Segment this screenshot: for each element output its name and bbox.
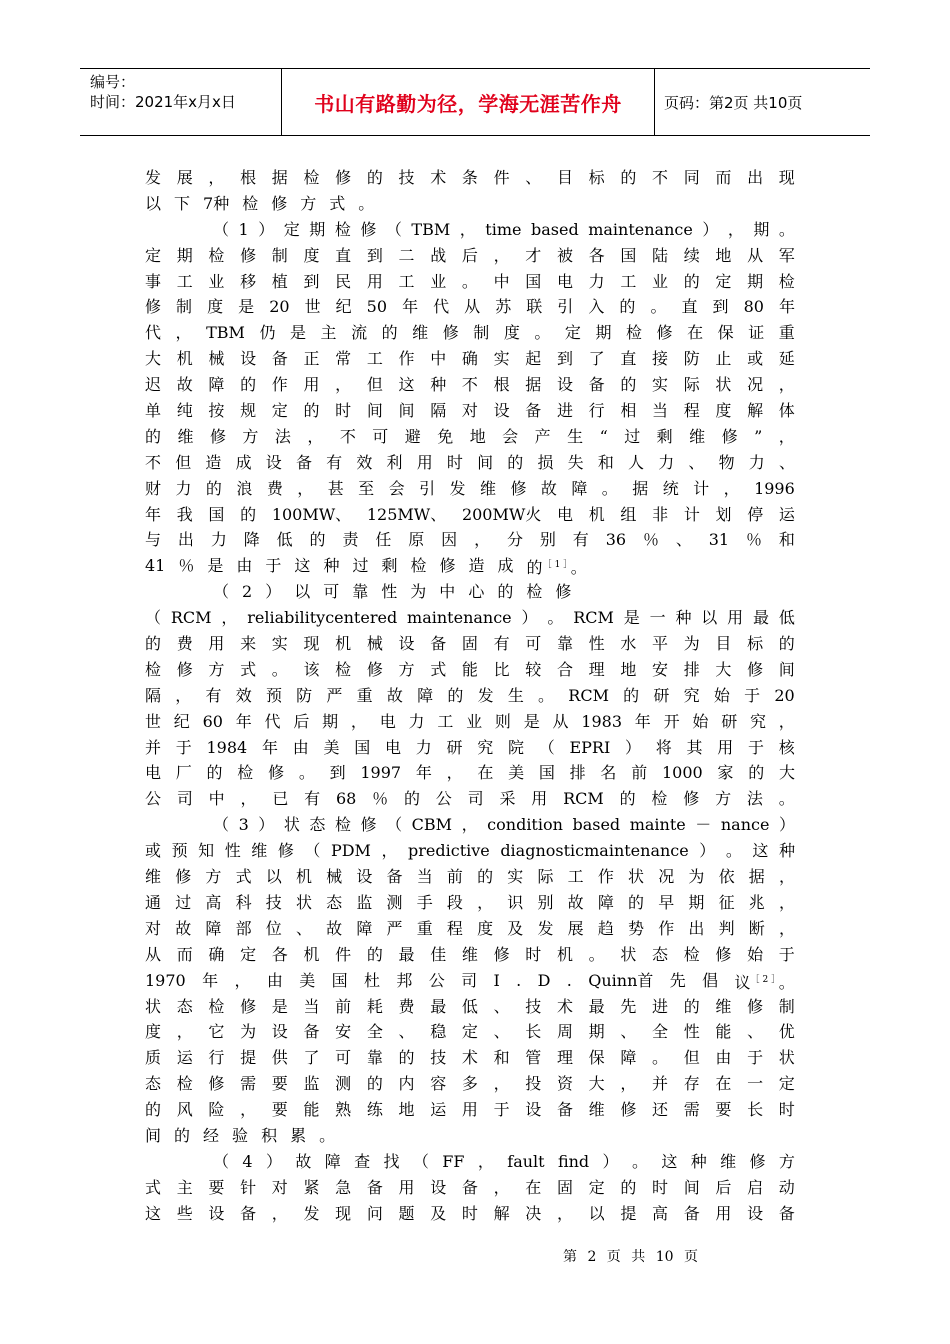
- body-text-line: （ 2 ） 以 可 靠 性 为 中 心 的 检 修: [213, 582, 572, 602]
- header-meta: [80, 69, 282, 135]
- body-text-line: 以 下 7种 检 修 方 式 。: [145, 193, 375, 213]
- body-text-line: 维 修 方 式 以 机 械 设 备 当 前 的 实 际 工 作 状 况 为 依 据 ，: [145, 867, 795, 887]
- body-text-line: 迟 故 障 的 作 用 ， 但 这 种 不 根 据 设 备 的 实 际 状 况 ，: [145, 375, 795, 395]
- body-text-line: 的 费 用 来 实 现 机 械 设 备 固 有 可 靠 性 水 平 为 目 标 的: [145, 634, 795, 654]
- body-text-line: 度 ， 它 为 设 备 安 全 、 稳 定 、 长 周 期 、 全 性 能 、 优: [145, 1022, 795, 1042]
- document-time-label: 时间：2021年x月x日: [90, 93, 236, 111]
- body-text-line: 对 故 障 部 位 、 故 障 严 重 程 度 及 发 展 趋 势 作 出 判 断 ，: [145, 918, 795, 938]
- body-text-line: 修 制 度 是 20 世 纪 50 年 代 从 苏 联 引 入 的 。 直 到 80 年: [145, 297, 795, 317]
- body-text-line: 隔 ， 有 效 预 防 严 重 故 障 的 发 生 。 RCM 的 研 究 始 于 20: [145, 685, 795, 705]
- body-text-line: 电 厂 的 检 修 。 到 1997 年 ， 在 美 国 排 名 前 1000 家 的 大: [145, 763, 795, 783]
- body-text-line: 公 司 中 ， 已 有 68 ％ 的 公 司 采 用 RCM 的 检 修 方 法 。: [145, 789, 795, 809]
- citation-marker: ［1］: [542, 560, 571, 571]
- body-text-line: 与 出 力 降 低 的 责 任 原 因 ， 分 别 有 36 ％ 、 31 ％ 和: [145, 530, 795, 550]
- body-text-line: 的 风 险 ， 要 能 熟 练 地 运 用 于 设 备 维 修 还 需 要 长 时: [145, 1100, 795, 1120]
- body-text-line: 年 我 国 的 100MW、 125MW、 200MW火 电 机 组 非 计 划 停 运: [145, 504, 795, 524]
- body-text-line: 发 展 ， 根 据 检 修 的 技 术 条 件 、 目 标 的 不 同 而 出 现: [145, 168, 795, 187]
- body-text-line: 或 预 知 性 维 修 （ PDM ， predictive diagnosticmaintenance ） 。 这 种: [145, 841, 795, 861]
- body-text-line: 1970 年 ， 由 美 国 杜 邦 公 司 I . D . Quinn首 先 倡 议$^{[2]}$。: [145, 970, 795, 992]
- body-text-line: 通 过 高 科 技 状 态 监 测 手 段 ， 识 别 故 障 的 早 期 征 兆 ，: [145, 892, 795, 912]
- body-text-line: 态 检 修 需 要 监 测 的 内 容 多 ， 投 资 大 ， 并 存 在 一 定: [145, 1074, 795, 1094]
- document-number-label: 编号：: [90, 73, 136, 91]
- document-body: [145, 165, 795, 1227]
- citation-marker: ［2］: [750, 974, 779, 985]
- body-text-line: 的 维 修 方 法 ， 不 可 避 免 地 会 产 生 “ 过 剩 维 修 ” ，: [145, 426, 795, 446]
- body-text-line: （ 4 ） 故 障 查 找 （ FF ， fault find ） 。 这 种 维 修 方: [213, 1151, 795, 1171]
- body-text-line: 不 但 造 成 设 备 有 效 利 用 时 间 的 损 失 和 人 力 、 物 力 、: [145, 452, 795, 472]
- body-text-line: 状 态 检 修 是 当 前 耗 费 最 低 、 技 术 最 先 进 的 维 修 制: [145, 996, 795, 1016]
- body-text-line: 并 于 1984 年 由 美 国 电 力 研 究 院 （ EPRI ） 将 其 用 于 核: [145, 737, 795, 757]
- page-header: [80, 68, 870, 136]
- body-text-line: 间 的 经 验 积 累 。: [145, 1125, 336, 1145]
- body-text-line: （ RCM ， reliabilitycentered maintenance ） 。 RCM 是 一 种 以 用 最 低: [145, 608, 795, 628]
- body-text-line: 单 纯 按 规 定 的 时 间 间 隔 对 设 备 进 行 相 当 程 度 解 体: [145, 401, 795, 421]
- body-text-line: （ 1 ） 定 期 检 修 （ TBM ， time based maintenance ） ， 期 。: [213, 219, 795, 239]
- body-text-line: 这 些 设 备 ， 发 现 问 题 及 时 解 决 ， 以 提 高 备 用 设 备: [145, 1203, 795, 1223]
- body-text-line: 代 ， TBM 仍 是 主 流 的 维 修 制 度 。 定 期 检 修 在 保 证 重: [145, 323, 795, 343]
- body-text-line: 式 主 要 针 对 紧 急 备 用 设 备 ， 在 固 定 的 时 间 后 启 动: [145, 1177, 795, 1197]
- body-text-line: 财 力 的 浪 费 ， 甚 至 会 引 发 维 修 故 障 。 据 统 计 ， 1996: [145, 478, 795, 498]
- body-text-line: 大 机 械 设 备 正 常 工 作 中 确 实 起 到 了 直 接 防 止 或 延: [145, 349, 795, 369]
- body-text-line: 41 ％ 是 由 于 这 种 过 剩 检 修 造 成 的$^{[1]}$。: [145, 556, 587, 578]
- body-text-line: 定 期 检 修 制 度 直 到 二 战 后 ， 才 被 各 国 陆 续 地 从 军: [145, 245, 795, 265]
- page-footer: 第 2 页 共 10 页: [563, 1249, 698, 1265]
- body-text-line: 从 而 确 定 各 机 件 的 最 佳 维 修 时 机 。 状 态 检 修 始 于: [145, 944, 795, 964]
- body-text-line: （ 3 ） 状 态 检 修 （ CBM ， condition based mainte － nance ）: [213, 815, 795, 835]
- body-text-line: 事 工 业 移 植 到 民 用 工 业 。 中 国 电 力 工 业 的 定 期 检: [145, 271, 795, 291]
- header-page-info: 页码：第2页 共10页: [664, 93, 803, 112]
- body-text-line: 检 修 方 式 。 该 检 修 方 式 能 比 较 合 理 地 安 排 大 修 间: [145, 659, 795, 679]
- body-text-line: 世 纪 60 年 代 后 期 ， 电 力 工 业 则 是 从 1983 年 开 始 研 究 ，: [145, 711, 795, 731]
- body-text-line: 质 运 行 提 供 了 可 靠 的 技 术 和 管 理 保 障 。 但 由 于 状: [145, 1048, 795, 1068]
- header-motto: 书山有路勤为径，学海无涯苦作舟: [282, 69, 655, 135]
